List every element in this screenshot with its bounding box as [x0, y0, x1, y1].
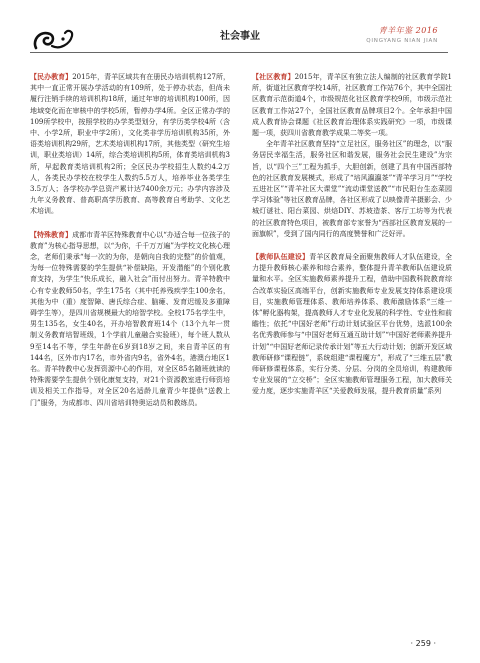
- special-education-tag: 【特殊教育】: [30, 230, 73, 239]
- teacher-team-paragraph: [252, 252, 452, 398]
- right-column: [252, 72, 452, 398]
- teacher-team-text: 青羊区教育局全面聚焦教师人才队伍建设，全力提升教师核心素养和综合素养，整体提升青羊教师队伍建设质量和水平。全区实施教师素养提升工程，借助中国教科院教育综合改革实验区高端平台，创新实施教师专业发展支持体系建设项目，实施教师管理体系、教师培养体系、教师激励体系“三维一体”孵化器构架，提高教师人才专业化发展的科学性、专业性和前瞻性；依托“中国好老师”行动计划试验区平台优势，选派100余名优秀教师参与“中国好老师互通互助计划”“中国好老师素养提升计划”“中国好老师记录传承计划”等五大行动计划；创新开发区域教师研修“课程链”，系统组建“课程魔方”，形成了“三维五层”教师研修课程体系，实行分类、分层、分岗的全员培训，构建教师专业发展的“立交桥”；全区实施教师管理服务工程，加大教师关爱力度，逐步实施青羊区“关爱教师发展，提升教育质量”系列: [252, 253, 453, 396]
- left-column: [30, 72, 230, 409]
- special-education-paragraph: [30, 230, 230, 409]
- community-education-paragraph-2: 全年青羊社区教育坚持“立足社区，服务社区”的理念，以“服务居民幸福生活，服务社区和谐发展，服务社会民生建设”为宗旨，以“四个三”工程为抓手，大胆创新，创建了具有中国西部特色的社区教育发展模式，形成了“培风瀛瀛茶”“青羊学习月”“学校五进社区”“青羊社区大课堂”“流动课堂送教”“市民阳台生态菜园学习体验”等社区教育品牌，各社区形成了以映像青羊摄影会、少城灯谜社、阳台菜园、烘焙DIY、苏坡造茶、客厅工坊等为代表的社区教育特色项目，被教育部专家誉为“西部社区教育发展的一面旗帜”，受到了国内同行的高度赞誉和广泛好评。: [252, 140, 452, 238]
- page-number: · 259 ·: [410, 639, 436, 648]
- header-rule: [30, 52, 448, 53]
- yearbook-label: [366, 25, 438, 44]
- private-education-paragraph: [30, 72, 230, 218]
- private-education-tag: 【民办教育】: [30, 73, 73, 81]
- community-education-text: 2015年，青羊区有独立法人编制的社区教育学院1所，街道社区教育学校14所，社区教育工作站76个，其中全国社区教育示范街道4个，市级规范化社区教育学校9所，市级示范社区教育工作站27个，全国社区教育品牌项目2个。全年承担中国成人教育协会课题《社区教育治理体系实践研究》一项，市级课题一项，获四川省教育教学成果二等奖一项。: [252, 73, 452, 138]
- section-title: 社会事业: [220, 31, 260, 42]
- community-education-paragraph: [252, 72, 452, 139]
- community-education-tag: 【社区教育】: [252, 73, 295, 81]
- private-education-text: 2015年，青羊区域共有在册民办培训机构127所，其中一直正常开展办学活动的有109所，处于停办状态，但尚未履行注销手续的培训机构18所，通过年审的培训机构100所，因地域变化而在审核中的学校5所，暂停办学4所。全区正常办学的109所学校中，按照学校的办学类型划分，有学历类学校4所（含中、小学2所，职业中学2所），文化类非学历培训机构35所，外语类培训机构29所，艺术类培训机构17所，其他类型（研究生培训，职业类培训）14所，综合类培训机构5所，体育类培训机构3所，早起教育类培训机构2所；全区民办学校招生人数约4.2万人，各类民办学校在校学生人数约5.5万人，培养毕业各类学生3.5万人；各学校办学总资产累计达7400余万元；办学内容涉及九年义务教育、普高职高学历教育、高等教育自考助学、文化艺术培训。: [30, 73, 230, 216]
- yearbook-title-en: QINGYANG NIAN JIAN: [366, 38, 438, 44]
- special-education-text: 成都市青羊区特殊教育中心以“办适合每一位孩子的教育”为核心指导思想，以“为你，千千万万遍”为学校文化核心理念，老师们秉承“每一次的为你，是朝向自我的完整”的价值观，为每一位特殊需要的学生提供“补偿缺陷，开发潜能”的个别化教育支持，为学生“快乐成长，融入社会”而付出努力。青羊特教中心有专业教师50名，学生175名（其中托养残疾学生100余名，其他为中（重）度智障、唐氏综合症、脑瘫、发育迟缓及多重障碍学生等），是四川省规模最大的培智学校。全校175名学生中，男生135名，女生40名，开办培智教育班14个（13个九年一贯制义务教育培智班级，1个学前儿童融合实验班），每个班人数从9至14名不等，学生年龄在6岁到18岁之间，来自青羊区的有144名，区外市内17名，市外省内9名，省外4名，港澳台地区1名。青羊特教中心发挥资源中心的作用，对全区85名随班就读的特殊需要学生提供个别化康复支持，对21个资源教室进行师资培训及相关工作指导，对全区20名适龄儿童青少年提供“送教上门”服务，为成都市、四川省培训特奥运动员和教练员。: [30, 230, 231, 407]
- yearbook-title-cn: 青羊年鉴 2016: [378, 26, 438, 35]
- teacher-team-tag: 【教师队伍建设】: [252, 253, 310, 262]
